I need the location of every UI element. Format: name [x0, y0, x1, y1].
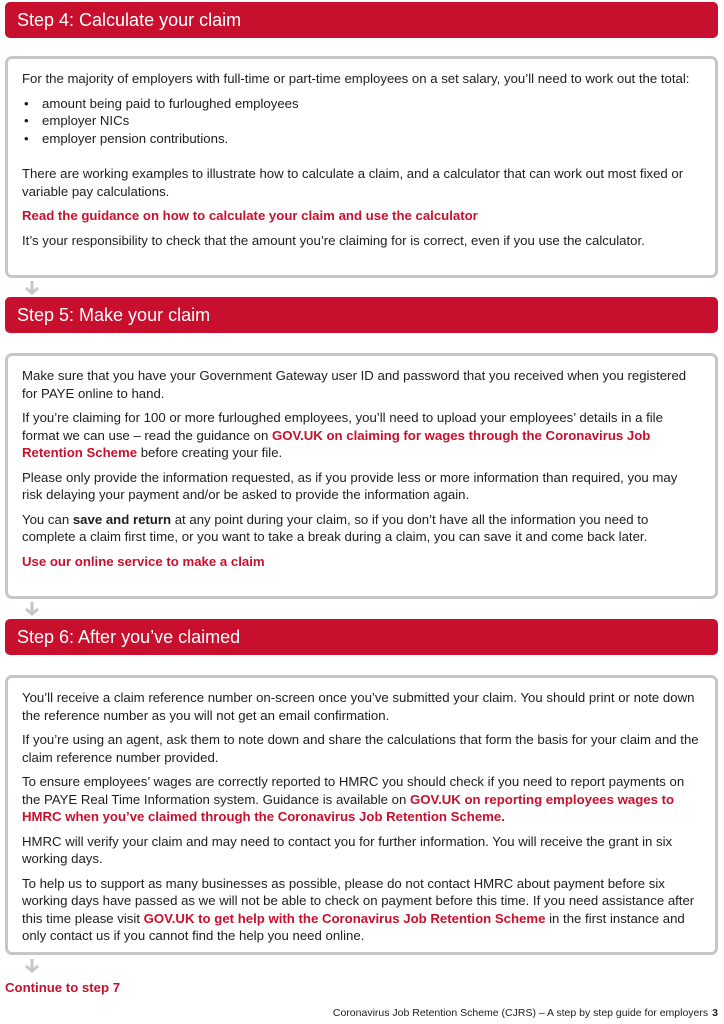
- step-5-title: Step 5: Make your claim: [17, 305, 211, 325]
- step-4-box: [5, 56, 718, 278]
- get-help-link[interactable]: GOV.UK to get help with the Coronavirus Job Retention Scheme: [143, 910, 546, 926]
- down-arrow-icon: [24, 602, 40, 616]
- continue-to-step-7-link[interactable]: Continue to step 7: [5, 980, 121, 995]
- step-6-title: Step 6: After you’ve claimed: [17, 627, 241, 647]
- step-6-para-2: If you’re using an agent, ask them to note down and share the calculations that form the basis for your claim and the claim reference number provided.: [22, 732, 699, 765]
- page-number: 3: [712, 1007, 718, 1019]
- step-4-examples: There are working examples to illustrate how to calculate a claim, and a calculator that can work out most fixed or variable pay calculations.: [22, 166, 684, 199]
- reporting-wages-guidance-link[interactable]: GOV.UK on reporting employees wages to HMRC when you’ve claimed through the Coronavirus Job Retention Scheme.: [22, 791, 675, 824]
- step-4-intro: For the majority of employers with full-time or part-time employees on a set salary, you’ll need to work out the total:: [22, 71, 690, 86]
- step-4-title: Step 4: Calculate your claim: [17, 10, 242, 30]
- step-5-header: [5, 297, 718, 333]
- step-6-para-1: You’ll receive a claim reference number on-screen once you’ve submitted your claim. You should print or note down the reference number as you will not get an email confirmation.: [22, 690, 695, 723]
- step-6-header: [5, 619, 718, 655]
- step-6-para-3: To ensure employees’ wages are correctly reported to HMRC you should check if you need to report payments on the PAYE Real Time Information system. Guidance is available on GOV.UK on reporting employees wages to HMRC when you’ve claimed through the Coronavirus Job Retention Scheme.: [22, 774, 685, 824]
- step-5-para-2: If you’re claiming for 100 or more furloughed employees, you’ll need to upload your employees’ details in a file format we can use – read the guidance on GOV.UK on claiming for wages through the Coronavirus Job Retention Scheme before creating your file.: [22, 410, 663, 460]
- step-6-para-4: HMRC will verify your claim and may need to contact you for further information. You will receive the grant in six working days.: [22, 833, 673, 866]
- list-item: • amount being paid to furloughed employees: [22, 95, 701, 113]
- down-arrow-icon: [24, 281, 40, 295]
- step-4-bullet-list: [22, 95, 701, 148]
- step-5-box: [5, 353, 718, 599]
- step-4-header: [5, 2, 718, 38]
- claiming-wages-guidance-link[interactable]: GOV.UK on claiming for wages through the Coronavirus Job Retention Scheme: [22, 427, 651, 460]
- calculate-guidance-link[interactable]: Read the guidance on how to calculate your claim and use the calculator: [22, 208, 478, 223]
- step-5-para-1: Make sure that you have your Government Gateway user ID and password that you received when you registered for PAYE online to hand.: [22, 368, 687, 401]
- list-item: • employer pension contributions.: [22, 130, 701, 148]
- step-5-para-3: Please only provide the information requested, as if you provide less or more information than required, you may risk delaying your payment and/or be asked to provide the information again.: [22, 469, 678, 502]
- step-6-para-5: To help us to support as many businesses as possible, please do not contact HMRC about payment before six working days have passed as we will not be able to check on payment before this time. If you need assistance after this time please visit GOV.UK to get help with the Coronavirus Job Retention Scheme in the first instance and only contact us if you cannot find the help you need online.: [22, 875, 695, 943]
- online-service-claim-link[interactable]: Use our online service to make a claim: [22, 553, 265, 569]
- list-item: • employer NICs: [22, 112, 701, 130]
- step-5-para-4: You can save and return at any point during your claim, so if you don’t have all the information you need to complete a claim first time, or you want to take a break during a claim, you can save it and come back later.: [22, 511, 649, 544]
- step-4-responsibility: It’s your responsibility to check that the amount you’re claiming for is correct, even if you use the calculator.: [22, 232, 645, 248]
- page-footer: [333, 1007, 718, 1019]
- step-6-box: [5, 675, 718, 955]
- down-arrow-icon: [24, 959, 40, 973]
- footer-text: Coronavirus Job Retention Scheme (CJRS) – A step by step guide for employers: [332, 1007, 709, 1019]
